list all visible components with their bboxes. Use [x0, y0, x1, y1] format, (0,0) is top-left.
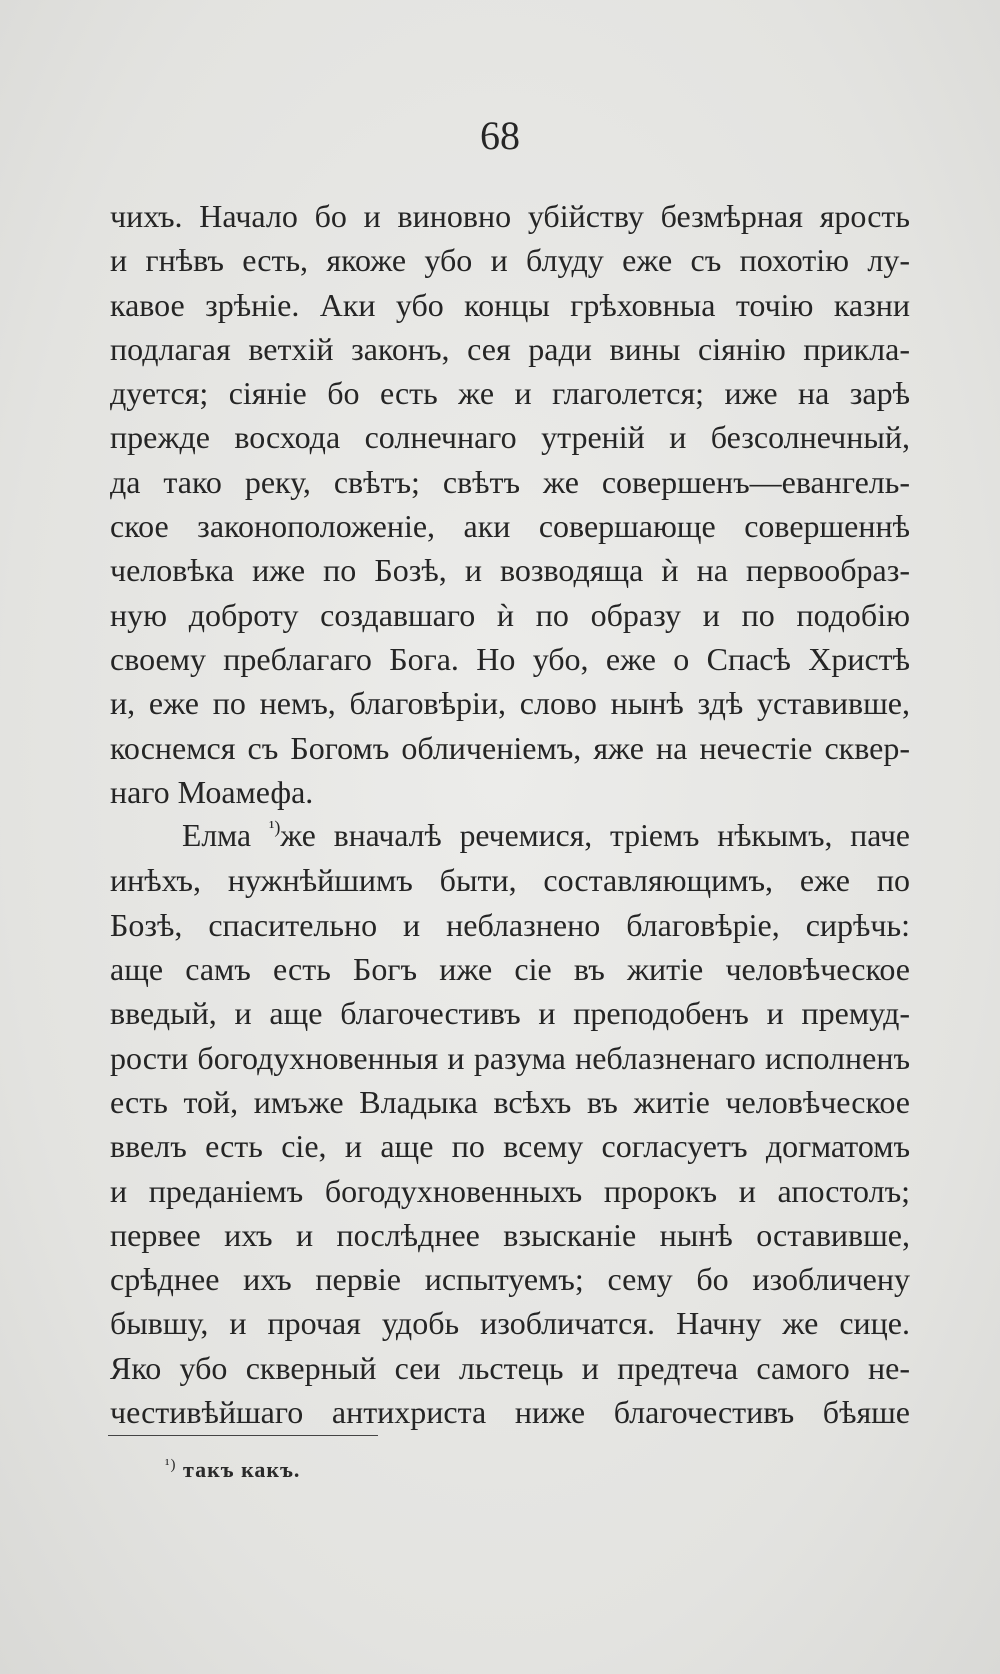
text-line: подлагая ветхій законъ, сея ради вины сіянію прикла-: [110, 330, 910, 367]
text-line: честивѣйшаго антихриста ниже благочестивъ бѣяше: [110, 1394, 910, 1431]
text-line: есть той, имъже Владыка всѣхъ въ житіе человѣческое: [110, 1083, 910, 1120]
footnote: [165, 1457, 300, 1483]
text-line: своему преблагаго Бога. Но убо, еже о Спасѣ Христѣ: [110, 640, 910, 677]
footnote-divider: [108, 1435, 378, 1436]
paragraph-first-line-rest: же вначалѣ речемися, тріемъ нѣкымъ, паче: [280, 818, 910, 854]
paragraph-start-word: Елма: [182, 818, 252, 854]
text-line: рости богодухновенныя и разума неблазненаго исполненъ: [110, 1039, 910, 1076]
text-line: срѣднее ихъ первіе испытуемъ; сему бо изобличену: [110, 1261, 910, 1298]
text-line: ское законоположеніе, аки совершающе совершеннѣ: [110, 508, 910, 545]
text-line: Яко убо скверный сеи льстець и предтеча самого не-: [110, 1349, 910, 1386]
text-line: дуется; сіяніе бо есть же и глаголется; иже на зарѣ: [110, 375, 910, 412]
text-line: бывшу, и прочая удобь изобличатся. Начну же сице.: [110, 1305, 910, 1342]
text-line: первее ихъ и послѣднее взысканіе нынѣ оставивше,: [110, 1216, 910, 1253]
text-line: и, еже по немъ, благовѣріи, слово нынѣ здѣ уставивше,: [110, 685, 910, 722]
text-line: Бозѣ, спасительно и неблазнено благовѣріе, сирѣчь:: [110, 906, 910, 943]
body-text: [110, 194, 910, 1434]
footnote-mark: ¹): [165, 1457, 177, 1473]
text-line: инѣхъ, нужнѣйшимъ быти, составляющимъ, еже по: [110, 862, 910, 899]
text-line: кавое зрѣніе. Аки убо концы грѣховныа точію казни: [110, 286, 910, 323]
text-line: наго Моамефа.: [110, 773, 314, 810]
text-line: введый, и аще благочестивъ и преподобенъ и премуд-: [110, 995, 910, 1032]
text-line: коснемся съ Богомъ обличеніемъ, яже на нечестіе сквер-: [110, 729, 910, 766]
text-line: аще самъ есть Богъ иже сіе въ житіе человѣческое: [110, 951, 910, 988]
footnote-reference: ¹): [268, 817, 281, 838]
text-line: чихъ. Начало бо и виновно убійству безмѣрная ярость: [110, 198, 910, 234]
text-line: и преданіемъ богодухновенныхъ пророкъ и апостолъ;: [110, 1172, 910, 1209]
text-line: ввелъ есть сіе, и аще по всему согласуетъ догматомъ: [110, 1128, 910, 1165]
text-line: прежде восхода солнечнаго утреній и безсолнечный,: [110, 419, 910, 456]
footnote-text: такъ какъ.: [183, 1457, 301, 1482]
page-number: 68: [480, 113, 520, 158]
text-line: человѣка иже по Бозѣ, и возводяща ѝ на первообраз-: [110, 552, 910, 589]
text-line: ную доброту создавшаго ѝ по образу и по подобію: [110, 596, 910, 633]
paragraph-first-line: [110, 814, 910, 858]
text-line: да тако реку, свѣтъ; свѣтъ же совершенъ—евангель-: [110, 463, 910, 500]
text-line: и гнѣвъ есть, якоже убо и блуду еже съ похотію лу-: [110, 242, 910, 279]
